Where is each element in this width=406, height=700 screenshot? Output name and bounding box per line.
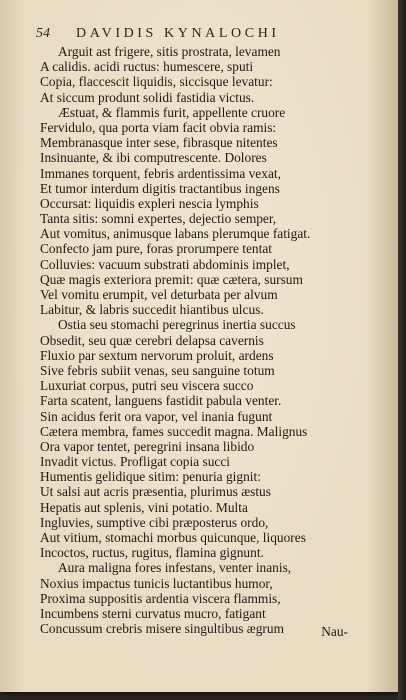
- verse-line: Insinuante, & ibi computrescente. Dolores: [40, 150, 267, 166]
- verse-line: Ora vapor tentet, peregrini insana libido: [40, 438, 255, 454]
- verse-line: Sin acidus ferit ora vapor, vel inania fugunt: [40, 408, 273, 424]
- verse-line: Aura maligna fores infestans, venter inanis,: [58, 560, 292, 576]
- verse-line: Quæ magis exteriora premit: quæ cætera, sursum: [40, 271, 303, 287]
- verse-line: Incumbens sterni curvatus mucro, fatigant: [40, 605, 266, 621]
- verse-line: Obsedit, seu quæ cerebri delapsa cavernis: [40, 332, 264, 348]
- verse-line: Membranasque inter sese, fibrasque nitentes: [40, 135, 278, 151]
- verse-line: Sive febris subiit venas, seu sanguine totum: [40, 362, 275, 378]
- verse-line: Ingluvies, sumptive cibi præposterus ordo,: [40, 514, 269, 530]
- running-head: DAVIDIS KYNALOCHI: [76, 26, 280, 41]
- verse-line: Copia, flaccescit liquidis, siccisque levatur:: [40, 74, 273, 90]
- verse-line: Ut salsi aut acris præsentia, plurimus æstus: [40, 484, 271, 500]
- catchword: Nau-: [321, 624, 348, 639]
- poem-text: [40, 44, 360, 636]
- verse-line: Incoctos, ructus, rugitus, flamina gignunt.: [40, 545, 264, 561]
- verse-line: A calidis. acidi ructus: humescere, sputi: [40, 59, 254, 75]
- adjacent-page-edge: [398, 0, 406, 700]
- verse-line: Aut vomitus, animusque labans plerumque fatigat.: [40, 226, 311, 242]
- verse-line: Arguit ast frigere, sitis prostrata, levamen: [58, 44, 281, 59]
- verse-line: Tanta sitis: somni expertes, dejectio semper,: [40, 211, 277, 227]
- verse-line: Colluvies: vacuum substrati abdominis implet,: [40, 256, 290, 272]
- verse-line: Occursat: liquidis expleri nescia lymphis: [40, 195, 259, 211]
- verse-line: Ostia seu stomachi peregrinus inertia succus: [58, 317, 296, 333]
- verse-line: Æstuat, & flammis furit, appellente cruore: [58, 104, 286, 120]
- verse-line: Vel vomitu erumpit, vel deturbata per alvum: [40, 287, 278, 302]
- verse-line: Farta scatent, languens fastidit pabula venter.: [40, 393, 282, 409]
- verse-line: Hepatis aut splenis, vini potatio. Multa: [40, 499, 248, 515]
- verse-line: Proxima suppositis ardentia viscera flammis,: [40, 590, 281, 606]
- page-number: 54: [36, 26, 50, 41]
- verse-line: Luxuriat corpus, putri seu viscera succo: [40, 378, 254, 394]
- page-header: [36, 26, 366, 44]
- verse-line: At siccum produnt solidi fastidia victus.: [40, 89, 255, 105]
- verse-line: Cætera membra, fames succedit magna. Malignus: [40, 423, 308, 439]
- verse-line: Concussum crebris misere singultibus ægrum: [40, 621, 284, 637]
- verse-line: Labitur, & labris succedit hiantibus ulcus.: [40, 302, 264, 318]
- verse-line: Noxius impactus tunicis luctantibus humor,: [40, 575, 273, 591]
- verse-line: Fervidulo, qua porta viam facit obvia ramis:: [40, 119, 277, 135]
- verse-line: Aut vitium, stomachi morbus quicunque, liquores: [40, 530, 306, 545]
- verse-line: Fluxio par sextum nervorum proluit, ardens: [40, 347, 274, 363]
- verse-line: Invadit victus. Profligat copia succi: [40, 454, 231, 470]
- verse-line: Confecto jam pure, foras prorumpere tentat: [40, 241, 273, 257]
- verse-line: Immanes torquent, febris ardentissima vexat,: [40, 165, 281, 181]
- verse-line: Humentis gelidique sitim: penuria gignit:: [40, 469, 261, 485]
- verse-line: Et tumor interdum digitis tractantibus ingens: [40, 180, 280, 196]
